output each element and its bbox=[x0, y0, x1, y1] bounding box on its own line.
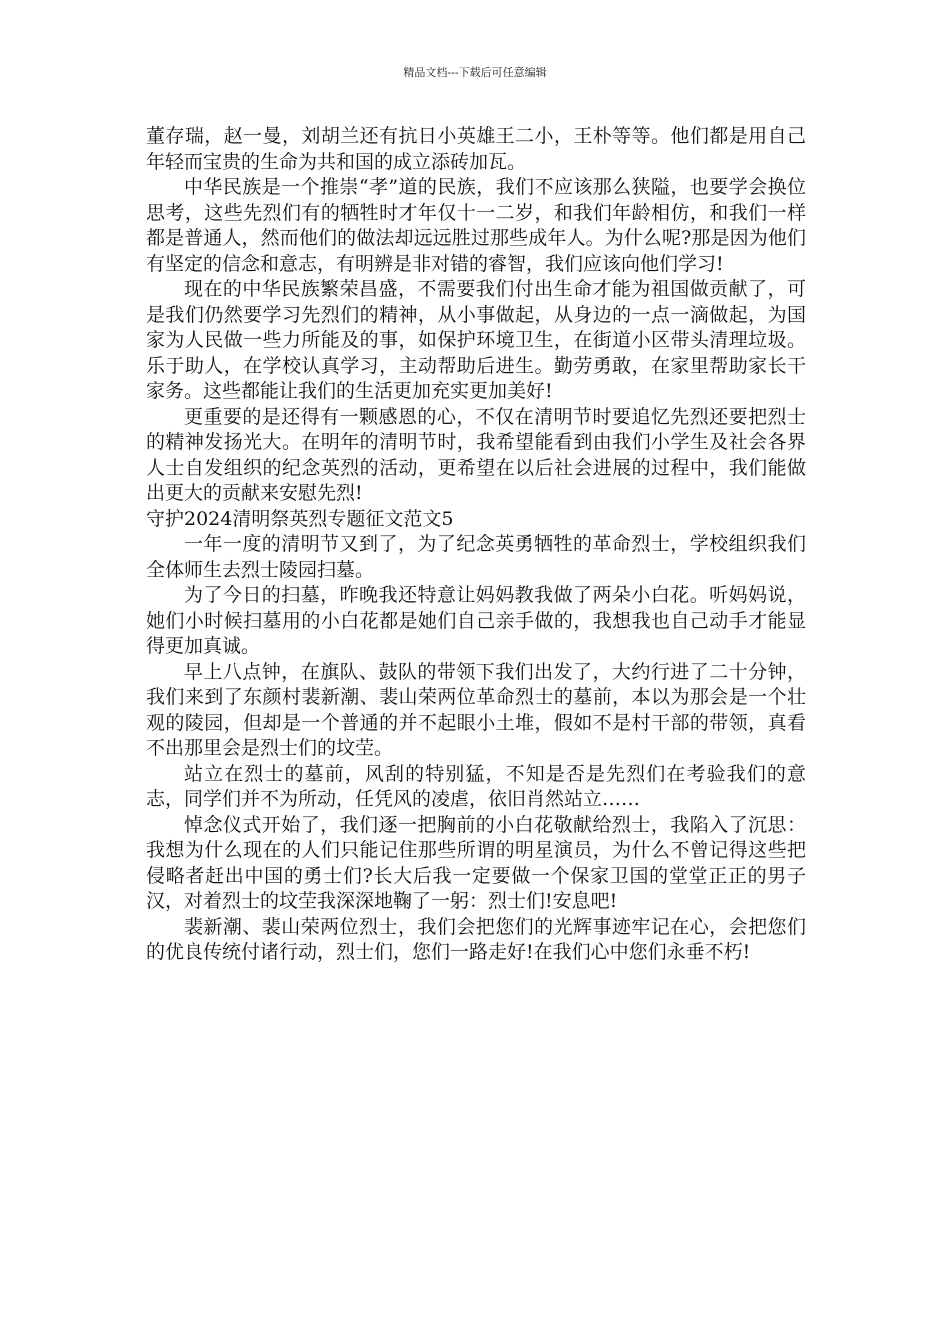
paragraph: 裴新潮、裴山荣两位烈士，我们会把您们的光辉事迹牢记在心，会把您们的优良传统付诸行动，烈士们，您们一路走好!在我们心中您们永垂不朽! bbox=[146, 915, 806, 963]
paragraph: 现在的中华民族繁荣昌盛，不需要我们付出生命才能为祖国做贡献了，可是我们仍然要学习先烈们的精神，从小事做起，从身边的一点一滴做起，为国家为人民做一些力所能及的事，如保护环境卫生，在街道小区带头清理垃圾。乐于助人，在学校认真学习，主动帮助后进生。勤劳勇敢，在家里帮助家长干家务。这些都能让我们的生活更加充实更加美好! bbox=[146, 278, 806, 402]
paragraph: 早上八点钟，在旗队、鼓队的带领下我们出发了，大约行进了二十分钟，我们来到了东颜村裴新潮、裴山荣两位革命烈士的墓前，本以为那会是一个壮观的陵园，但却是一个普通的并不起眼小土堆，假如不是村干部的带领，真看不出那里会是烈士们的坟茔。 bbox=[146, 660, 806, 759]
paragraph: 站立在烈士的墓前，风刮的特别猛，不知是否是先烈们在考验我们的意志，同学们并不为所动，任凭风的凌虐，依旧肖然站立…… bbox=[146, 762, 806, 810]
paragraph: 一年一度的清明节又到了，为了纪念英勇牺牲的革命烈士，学校组织我们全体师生去烈士陵园扫墓。 bbox=[146, 533, 806, 581]
document-body bbox=[146, 124, 806, 966]
paragraph: 中华民族是一个推崇“孝”道的民族，我们不应该那么狭隘，也要学会换位思考，这些先烈们有的牺牲时才年仅十一二岁，和我们年龄相仿，和我们一样都是普通人，然而他们的做法却远远胜过那些成年人。为什么呢?那是因为他们有坚定的信念和意志，有明辨是非对错的睿智，我们应该向他们学习! bbox=[146, 176, 806, 275]
paragraph: 悼念仪式开始了，我们逐一把胸前的小白花敬献给烈士，我陷入了沉思：我想为什么现在的人们只能记住那些所谓的明星演员，为什么不曾记得这些把侵略者赶出中国的勇士们?长大后我一定要做一个保家卫国的堂堂正正的男子汉，对着烈士的坟茔我深深地鞠了一躬：烈士们!安息吧! bbox=[146, 813, 806, 912]
section-heading: 守护2024清明祭英烈专题征文范文5 bbox=[146, 507, 454, 530]
paragraph: 更重要的是还得有一颗感恩的心，不仅在清明节时要追忆先烈还要把烈士的精神发扬光大。在明年的清明节时，我希望能看到由我们小学生及社会各界人士自发组织的纪念英烈的活动，更希望在以后社会进展的过程中，我们能做出更大的贡献来安慰先烈! bbox=[146, 405, 806, 504]
paragraph: 为了今日的扫墓，昨晚我还特意让妈妈教我做了两朵小白花。听妈妈说，她们小时候扫墓用的小白花都是她们自己亲手做的，我想我也自己动手才能显得更加真诚。 bbox=[146, 584, 806, 657]
page-header: 精品文档---下载后可任意编辑 bbox=[403, 66, 547, 79]
paragraph-continuation: 董存瑞，赵一曼，刘胡兰还有抗日小英雄王二小，王朴等等。他们都是用自己年轻而宝贵的生命为共和国的成立添砖加瓦。 bbox=[146, 125, 806, 173]
